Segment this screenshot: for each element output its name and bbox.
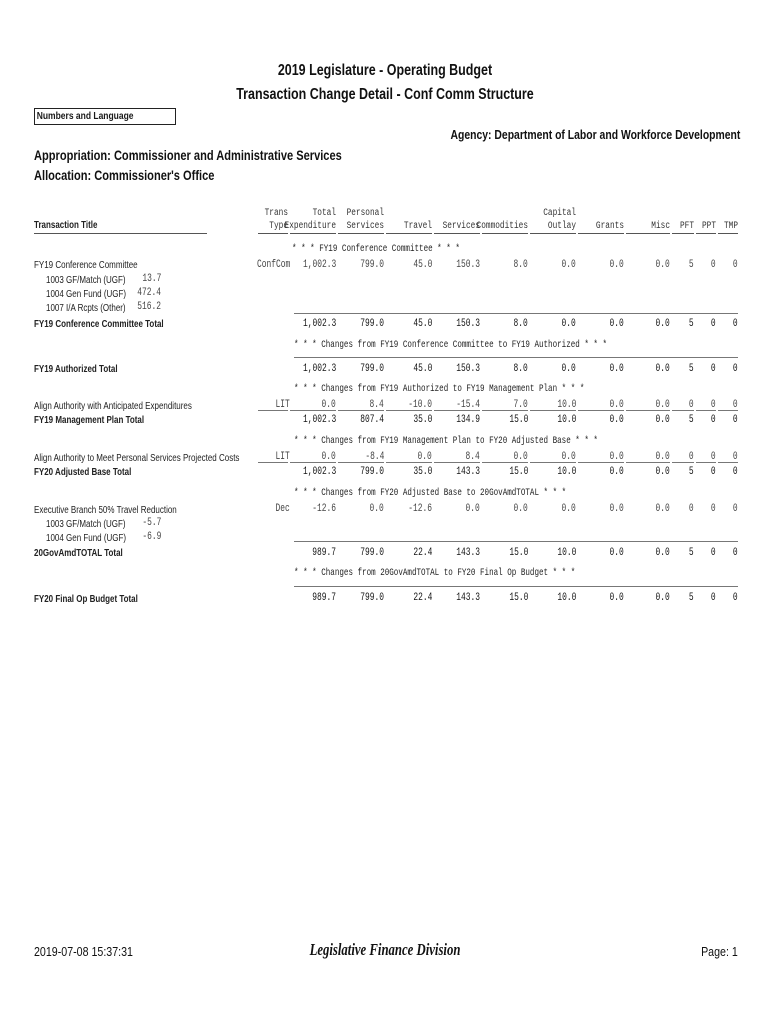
banner-authorized: * * * Changes from FY19 Conference Committee to FY19 Authorized * * * [294,339,608,351]
header-underline-commodities [482,233,528,234]
mgmt_total-commodities-value: 15.0 [508,414,528,426]
line-align1-travel [386,410,432,411]
banner-confcomm: * * * FY19 Conference Committee * * * [292,243,460,255]
travel_red-travel-value: -12.6 [408,503,432,515]
confcomm-commodities-value: 8.0 [513,259,528,271]
line-align2-trans [258,462,288,463]
row-travel-type: Dec [275,503,290,515]
header-travel-2: Travel [403,221,432,232]
confcomm_total-commodities-value: 8.0 [513,318,528,330]
adjbase_total-total-value: 1,002.3 [302,466,336,478]
line-align1-capital [530,410,576,411]
gov_total-travel-value: 22.4 [412,547,432,559]
row-travel-title: Executive Branch 50% Travel Reduction [34,505,177,516]
confcomm-services-value: 150.3 [456,259,480,271]
allocation-label: Allocation: Commissioner's Office [34,168,215,183]
final_total-personal-value: 799.0 [360,592,384,604]
header-services-2: Services [442,221,480,232]
mgmt_total-misc-value: 0.0 [655,414,670,426]
align1-personal-value: 8.4 [369,399,384,411]
row-align1-title: Align Authority with Anticipated Expenditures [34,401,192,412]
align1-total-value: 0.0 [321,399,336,411]
confcomm_total-personal-value: 799.0 [360,318,384,330]
adjbase_total-travel-value: 35.0 [412,466,432,478]
travel_red-tmp-value: 0 [733,503,738,515]
row-final-total-title: FY20 Final Op Budget Total [34,594,138,605]
align1-travel-value: -10.0 [408,399,432,411]
header-total-2: Expenditure [284,221,336,232]
mgmt_total-capital-value: 10.0 [556,414,576,426]
final_total-ppt-value: 0 [711,592,716,604]
travel_red-capital-value: 0.0 [561,503,576,515]
adjbase_total-commodities-value: 15.0 [508,466,528,478]
travel_red-grants-value: 0.0 [609,503,624,515]
fund-confcomm-0-label: 1003 GF/Match (UGF) [46,275,126,286]
fund-confcomm-0-value: 13.7 [141,273,161,285]
final_total-services-value: 143.3 [456,592,480,604]
confcomm_total-services-value: 150.3 [456,318,480,330]
header-underline-tmp [718,233,738,234]
line-align1-tmp [718,410,738,411]
line-align2-tmp [718,462,738,463]
align1-misc-value: 0.0 [655,399,670,411]
line-align2-grants [578,462,624,463]
agency-label: Agency: Department of Labor and Workforce Development [450,127,740,142]
align2-grants-value: 0.0 [609,451,624,463]
header-underline-trans [258,233,288,234]
authorized_total-misc-value: 0.0 [655,363,670,375]
line-align2-capital [530,462,576,463]
line-align1-pft [672,410,694,411]
confcomm_total-misc-value: 0.0 [655,318,670,330]
header-total-1: Total [312,208,336,219]
fund-confcomm-1-value: 472.4 [137,287,161,299]
header-grants-2: Grants [595,221,624,232]
footer-division: Legislative Finance Division [309,940,461,959]
adjbase_total-misc-value: 0.0 [655,466,670,478]
gov_total-misc-value: 0.0 [655,547,670,559]
line-align2-services [434,462,480,463]
confcomm-personal-value: 799.0 [360,259,384,271]
line-align1-trans [258,410,288,411]
line-align1-commodities [482,410,528,411]
align2-tmp-value: 0 [733,451,738,463]
header-underline-misc [626,233,670,234]
mgmt_total-travel-value: 35.0 [412,414,432,426]
line-align2-ppt [696,462,716,463]
align2-ppt-value: 0 [711,451,716,463]
adjbase_total-personal-value: 799.0 [360,466,384,478]
report-subtitle: Transaction Change Detail - Conf Comm Structure [236,86,534,103]
travel_red-pft-value: 0 [689,503,694,515]
confcomm-grants-value: 0.0 [609,259,624,271]
header-underline-total [290,233,336,234]
align1-services-value: -15.4 [456,399,480,411]
header-tmp-2: TMP [723,221,738,232]
authorized_total-personal-value: 799.0 [360,363,384,375]
header-pft-2: PFT [679,221,694,232]
mgmt_total-personal-value: 807.4 [360,414,384,426]
confcomm_total-capital-value: 0.0 [561,318,576,330]
travel_red-services-value: 0.0 [465,503,480,515]
final_total-travel-value: 22.4 [412,592,432,604]
travel_red-ppt-value: 0 [711,503,716,515]
line-align1-personal [338,410,384,411]
adjbase_total-grants-value: 0.0 [609,466,624,478]
align1-ppt-value: 0 [711,399,716,411]
adjbase_total-pft-value: 5 [689,466,694,478]
gov_total-commodities-value: 15.0 [508,547,528,559]
align1-commodities-value: 7.0 [513,399,528,411]
header-transaction-title: Transaction Title [34,220,98,231]
gov_total-pft-value: 5 [689,547,694,559]
row-align1-type: LIT [275,399,290,411]
line-gov [294,541,738,542]
row-gov-total-title: 20GovAmdTOTAL Total [34,548,123,559]
authorized_total-pft-value: 5 [689,363,694,375]
confcomm-capital-value: 0.0 [561,259,576,271]
final_total-misc-value: 0.0 [655,592,670,604]
mgmt_total-services-value: 134.9 [456,414,480,426]
row-confcomm-title: FY19 Conference Committee [34,260,138,271]
row-adjbase-total-title: FY20 Adjusted Base Total [34,467,132,478]
authorized_total-services-value: 150.3 [456,363,480,375]
report-title: 2019 Legislature - Operating Budget [277,62,493,79]
align2-personal-value: -8.4 [364,451,384,463]
adjbase_total-capital-value: 10.0 [556,466,576,478]
confcomm_total-total-value: 1,002.3 [302,318,336,330]
row-authorized-total-title: FY19 Authorized Total [34,364,118,375]
confcomm-travel-value: 45.0 [412,259,432,271]
header-capital-2: Outlay [547,221,576,232]
gov_total-ppt-value: 0 [711,547,716,559]
confcomm-tmp-value: 0 [733,259,738,271]
header-underline-travel [386,233,432,234]
confcomm-misc-value: 0.0 [655,259,670,271]
line-align2-misc [626,462,670,463]
adjbase_total-tmp-value: 0 [733,466,738,478]
line-confcomm [294,313,738,314]
header-underline-pft [672,233,694,234]
mgmt_total-ppt-value: 0 [711,414,716,426]
fund-confcomm-2-value: 516.2 [137,301,161,313]
mgmt_total-tmp-value: 0 [733,414,738,426]
confcomm-pft-value: 5 [689,259,694,271]
align2-commodities-value: 0.0 [513,451,528,463]
header-underline-services [434,233,480,234]
fund-confcomm-1-label: 1004 Gen Fund (UGF) [46,289,127,300]
gov_total-total-value: 989.7 [312,547,336,559]
footer-timestamp: 2019-07-08 15:37:31 [34,944,133,959]
line-align1-total [290,410,336,411]
gov_total-grants-value: 0.0 [609,547,624,559]
align2-travel-value: 0.0 [417,451,432,463]
final_total-commodities-value: 15.0 [508,592,528,604]
confcomm_total-pft-value: 5 [689,318,694,330]
header-misc-2: Misc [651,221,670,232]
confcomm-total-value: 1,002.3 [302,259,336,271]
fund-travel-0-label: 1003 GF/Match (UGF) [46,519,126,530]
line-align1-ppt [696,410,716,411]
align1-pft-value: 0 [689,399,694,411]
confcomm_total-grants-value: 0.0 [609,318,624,330]
authorized_total-capital-value: 0.0 [561,363,576,375]
travel_red-total-value: -12.6 [312,503,336,515]
mgmt_total-grants-value: 0.0 [609,414,624,426]
header-underline-grants [578,233,624,234]
adjbase_total-services-value: 143.3 [456,466,480,478]
confcomm_total-tmp-value: 0 [733,318,738,330]
line-align2-personal [338,462,384,463]
numbers-language-box [34,108,176,125]
align2-misc-value: 0.0 [655,451,670,463]
line-final [294,586,738,587]
header-underline-capital [530,233,576,234]
fund-confcomm-2-label: 1007 I/A Rcpts (Other) [46,303,126,314]
banner-adjbase: * * * Changes from FY19 Management Plan to FY20 Adjusted Base * * * [294,435,598,447]
authorized_total-grants-value: 0.0 [609,363,624,375]
final_total-total-value: 989.7 [312,592,336,604]
banner-gov: * * * Changes from FY20 Adjusted Base to 20GovAmdTOTAL * * * [294,487,567,499]
fund-travel-1-value: -6.9 [141,531,161,543]
line-authorized [294,357,738,358]
authorized_total-tmp-value: 0 [733,363,738,375]
appropriation-label: Appropriation: Commissioner and Administrative Services [34,148,342,163]
row-confcomm-total-title: FY19 Conference Committee Total [34,319,164,330]
line-align2-total [290,462,336,463]
final_total-tmp-value: 0 [733,592,738,604]
authorized_total-commodities-value: 8.0 [513,363,528,375]
confcomm_total-travel-value: 45.0 [412,318,432,330]
fund-travel-0-value: -5.7 [141,517,161,529]
final_total-capital-value: 10.0 [556,592,576,604]
header-ppt-2: PPT [701,221,716,232]
align1-capital-value: 10.0 [556,399,576,411]
line-align2-travel [386,462,432,463]
header-personal-1: Personal [346,208,384,219]
align2-capital-value: 0.0 [561,451,576,463]
header-underline-personal [338,233,384,234]
line-align2-pft [672,462,694,463]
header-commodities-2: Commodities [476,221,528,232]
header-underline-ppt [696,233,716,234]
travel_red-commodities-value: 0.0 [513,503,528,515]
footer-page-number: Page: 1 [701,944,738,959]
travel_red-misc-value: 0.0 [655,503,670,515]
align2-total-value: 0.0 [321,451,336,463]
final_total-pft-value: 5 [689,592,694,604]
row-align2-title: Align Authority to Meet Personal Services Projected Costs [34,453,240,464]
row-mgmt-total-title: FY19 Management Plan Total [34,415,145,426]
authorized_total-ppt-value: 0 [711,363,716,375]
line-align1-services [434,410,480,411]
adjbase_total-ppt-value: 0 [711,466,716,478]
align2-services-value: 8.4 [465,451,480,463]
mgmt_total-pft-value: 5 [689,414,694,426]
final_total-grants-value: 0.0 [609,592,624,604]
header-personal-2: Services [346,221,384,232]
confcomm_total-ppt-value: 0 [711,318,716,330]
align2-pft-value: 0 [689,451,694,463]
banner-mgmt: * * * Changes from FY19 Authorized to FY19 Management Plan * * * [294,383,585,395]
line-align2-commodities [482,462,528,463]
mgmt_total-total-value: 1,002.3 [302,414,336,426]
box-label: Numbers and Language [36,111,134,122]
authorized_total-total-value: 1,002.3 [302,363,336,375]
gov_total-personal-value: 799.0 [360,547,384,559]
confcomm-ppt-value: 0 [711,259,716,271]
header-trans-2: Type [269,221,288,232]
travel_red-personal-value: 0.0 [369,503,384,515]
line-align1-grants [578,410,624,411]
header-underline-title [34,233,207,234]
row-confcomm-type: ConfCom [256,259,290,271]
gov_total-services-value: 143.3 [456,547,480,559]
align1-grants-value: 0.0 [609,399,624,411]
line-align1-misc [626,410,670,411]
header-capital-1: Capital [543,208,576,219]
header-trans-1: Trans [264,208,288,219]
fund-travel-1-label: 1004 Gen Fund (UGF) [46,533,127,544]
banner-final: * * * Changes from 20GovAmdTOTAL to FY20 Final Op Budget * * * [294,567,576,579]
gov_total-capital-value: 10.0 [556,547,576,559]
authorized_total-travel-value: 45.0 [412,363,432,375]
align1-tmp-value: 0 [733,399,738,411]
row-align2-type: LIT [275,451,290,463]
gov_total-tmp-value: 0 [733,547,738,559]
